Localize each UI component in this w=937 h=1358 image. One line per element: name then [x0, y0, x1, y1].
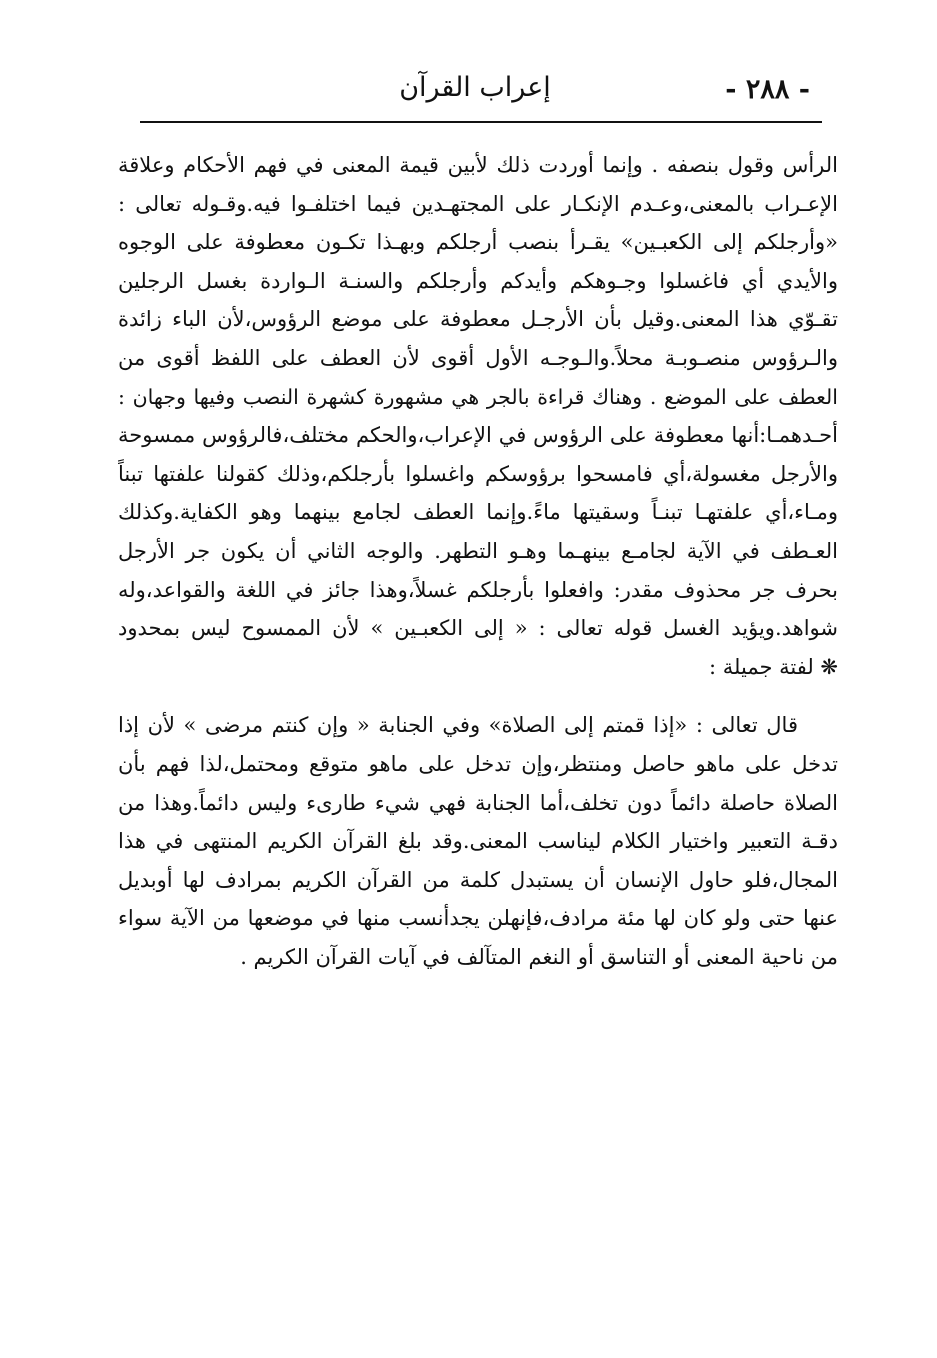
- section-heading: ❋ لفتة جميلة :: [709, 654, 838, 679]
- text-line: بحرف جر محذوف مقدر: وافعلوا بأرجلكم غسلاً،وهذا جائز في اللغة والقواعد،وله: [118, 577, 838, 602]
- text-line: العـطف في الآية لجامـع بينهـما وهـو التطهر. والوجه الثاني أن يكون جر الأرجل: [118, 538, 838, 563]
- text-line: العطف على الموضع . وهناك قراءة بالجر هي مشهورة كشهرة النصب وفيها وجهان :: [118, 384, 838, 409]
- text-line: قال تعالى : «إذا قمتم إلى الصلاة» وفي الجنابة « وإن كنتم مرضى » لأن إذا: [118, 713, 798, 738]
- text-line: ومـاء،أي علفتهـا تبنـاً وسقيتها ماءً.وإنما العطف لجامع بينهما وهو الكفاية.وكذلك: [118, 500, 838, 525]
- paragraph-2: [118, 706, 838, 976]
- text-line: تقـوّي هذا المعنى.وقيل بأن الأرجـل معطوفة على موضع الرؤوس،لأن الباء زائدة: [118, 307, 838, 332]
- header-divider: [140, 121, 822, 123]
- text-line: والأرجل مغسولة،أي فامسحوا برؤوسكم واغسلوا بأرجلكم،وذلك كقولنا علفتها تبناً: [118, 461, 838, 486]
- text-line: أحـدهمـا:أنها معطوفة على الرؤوس في الإعراب،والحكم مختلف،فالرؤوس ممسوحة: [118, 423, 838, 448]
- text-line: تدخل على ماهو حاصل ومنتظر،وإن تدخل على ماهو متوقع ومحتمل،لذا فهم بأن: [118, 751, 838, 776]
- page-header: [140, 70, 810, 120]
- text-line: من ناحية المعنى أو التناسق أو النغم المتآلف في آيات القرآن الكريم .: [240, 944, 838, 969]
- paragraph-1: [118, 146, 838, 648]
- running-title: إعراب القرآن: [399, 72, 551, 103]
- text-line: والأيدي أي فاغسلوا وجـوهكم وأيدكم وأرجلكم والسنـة الـواردة بغسل الرجلين: [118, 268, 838, 293]
- text-line: الصلاة حاصلة دائماً دون تخلف،أما الجنابة فهي شيء طارىء وليس دائماً.وهذا من: [118, 790, 838, 815]
- text-line: المجال،فلو حاول الإنسان أن يستبدل كلمة من القرآن الكريم بمرادف لها أوبديل: [118, 867, 838, 892]
- text-line: عنها حتى ولو كان لها مئة مرادف،فإنهلن يجدأنسب منها في موضعها من الآية سواء: [118, 906, 838, 931]
- text-line: الإعـراب بالمعنى،وعـدم الإنكـار على المجتهـدين فيما اختلفـوا فيه.وقـوله تعالى :: [118, 191, 838, 216]
- text-line: دقـة التعبير واختيار الكلام ليناسب المعنى.وقد بلغ القرآن الكريم المنتهى في هذا: [118, 829, 838, 854]
- text-line: «وأرجلكم إلى الكعبـين» يقـرأ بنصب أرجلكم وبهـذا تكـون معطوفة على الوجوه: [118, 230, 838, 255]
- text-line: الرأس وقول بنصفه . وإنما أوردت ذلك لأبين قيمة المعنى في فهم الأحكام وعلاقة: [118, 153, 838, 177]
- text-line: والـرؤوس منصـوبـة محلاً.والـوجـه الأول أقوى لأن العطف على اللفظ أقوى من: [118, 345, 838, 370]
- page-number: - ٢٨٨ -: [725, 74, 810, 105]
- body-text: [118, 146, 838, 976]
- text-line: شواهد.ويؤيد الغسل قوله تعالى : « إلى الكعبـين » لأن الممسوح ليس بمحدود: [118, 616, 838, 641]
